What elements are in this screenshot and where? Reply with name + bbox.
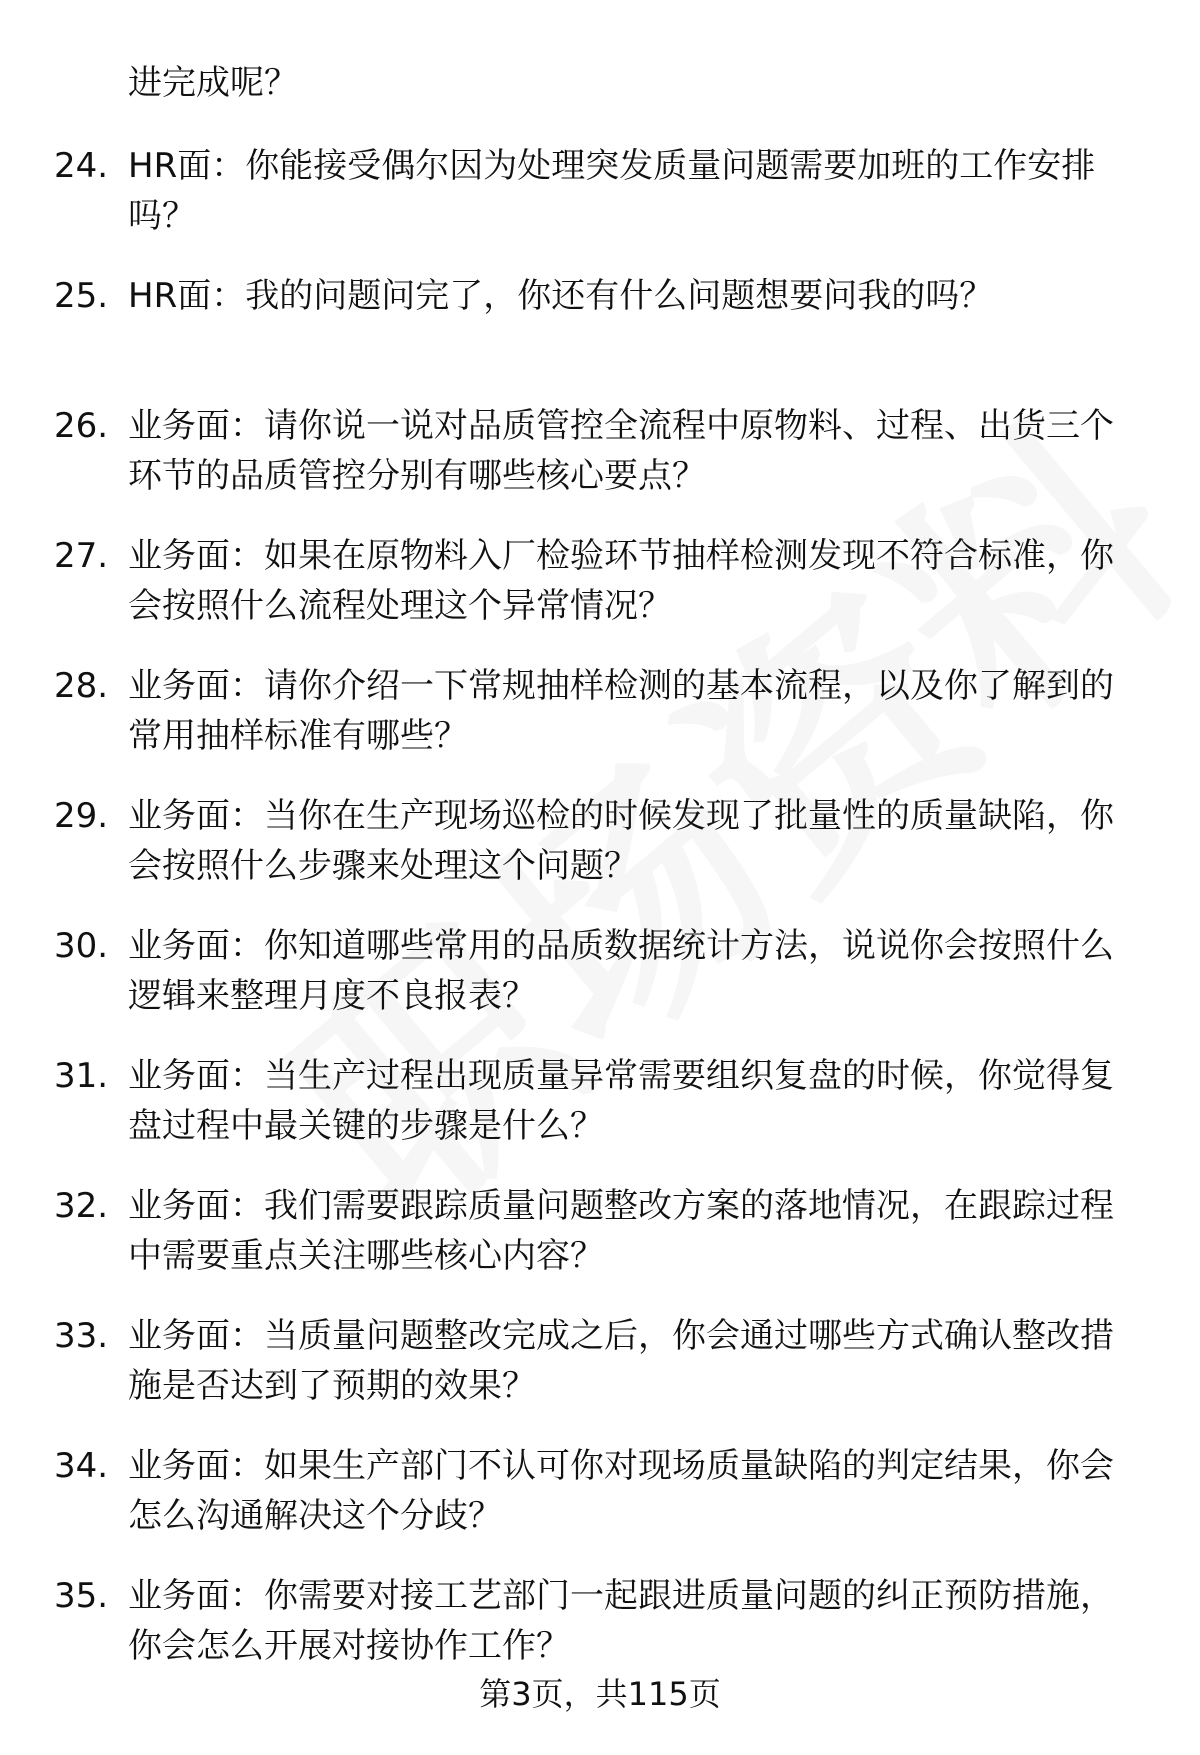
question-item bbox=[0, 1441, 1200, 1542]
question-item bbox=[0, 1571, 1200, 1672]
question-item bbox=[0, 1051, 1200, 1152]
question-item bbox=[0, 271, 1200, 372]
question-text: 业务面：请你说一说对品质管控全流程中原物料、过程、出货三个环节的品质管控分别有哪些核心要点？ bbox=[128, 406, 1114, 496]
question-text: 业务面：我们需要跟踪质量问题整改方案的落地情况，在跟踪过程中需要重点关注哪些核心内容？ bbox=[128, 1186, 1114, 1276]
continued-question-text: 进完成呢？ bbox=[128, 63, 298, 103]
question-text: HR面：我的问题问完了，你还有什么问题想要问我的吗？ bbox=[128, 276, 994, 316]
question-item bbox=[0, 921, 1200, 1022]
question-number: 28. bbox=[54, 666, 109, 706]
question-number: 27. bbox=[54, 536, 109, 576]
question-number: 29. bbox=[54, 796, 109, 836]
question-text: 业务面：如果生产部门不认可你对现场质量缺陷的判定结果，你会怎么沟通解决这个分歧？ bbox=[128, 1446, 1114, 1536]
question-item bbox=[0, 791, 1200, 892]
question-number: 25. bbox=[54, 276, 109, 316]
question-number: 34. bbox=[54, 1446, 109, 1486]
question-text: 业务面：当你在生产现场巡检的时候发现了批量性的质量缺陷，你会按照什么步骤来处理这个问题？ bbox=[128, 796, 1114, 886]
question-number: 32. bbox=[54, 1186, 109, 1226]
question-text: 业务面：你需要对接工艺部门一起跟进质量问题的纠正预防措施，你会怎么开展对接协作工作？ bbox=[128, 1576, 1114, 1666]
question-item bbox=[0, 401, 1200, 502]
question-text: 业务面：当生产过程出现质量异常需要组织复盘的时候，你觉得复盘过程中最关键的步骤是什么？ bbox=[128, 1056, 1114, 1146]
question-item bbox=[0, 1311, 1200, 1412]
question-number: 31. bbox=[54, 1056, 109, 1096]
question-item bbox=[0, 531, 1200, 632]
question-text: 业务面：当质量问题整改完成之后，你会通过哪些方式确认整改措施是否达到了预期的效果？ bbox=[128, 1316, 1114, 1406]
question-text: HR面：你能接受偶尔因为处理突发质量问题需要加班的工作安排吗？ bbox=[128, 146, 1096, 236]
question-number: 30. bbox=[54, 926, 109, 966]
question-item bbox=[0, 141, 1200, 242]
question-number: 26. bbox=[54, 406, 109, 446]
question-text: 业务面：请你介绍一下常规抽样检测的基本流程，以及你了解到的常用抽样标准有哪些？ bbox=[128, 666, 1114, 756]
question-list bbox=[0, 141, 1200, 1701]
page-number-footer: 第3页，共115页 bbox=[479, 1675, 721, 1713]
question-item bbox=[0, 661, 1200, 762]
question-number: 33. bbox=[54, 1316, 109, 1356]
question-number: 35. bbox=[54, 1576, 109, 1616]
question-number: 24. bbox=[54, 146, 109, 186]
question-text: 业务面：你知道哪些常用的品质数据统计方法，说说你会按照什么逻辑来整理月度不良报表？ bbox=[128, 926, 1114, 1016]
question-text: 业务面：如果在原物料入厂检验环节抽样检测发现不符合标准，你会按照什么流程处理这个异常情况？ bbox=[128, 536, 1114, 626]
question-item bbox=[0, 1181, 1200, 1282]
